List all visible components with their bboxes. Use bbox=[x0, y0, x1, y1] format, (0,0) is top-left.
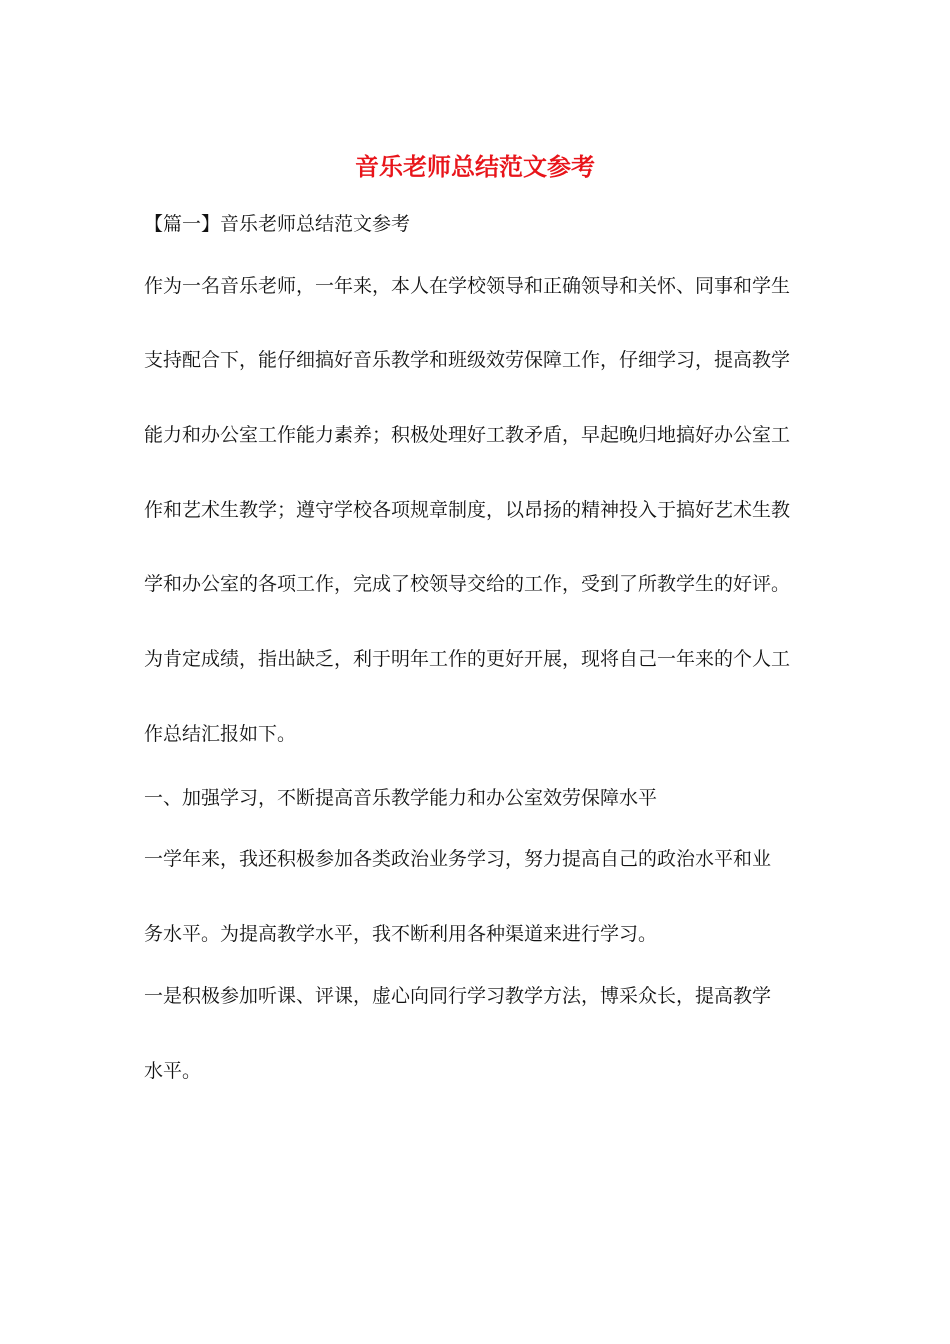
subheading: 一、加强学习，不断提高音乐教学能力和办公室效劳保障水平 bbox=[144, 787, 658, 809]
body-line: 作为一名音乐老师，一年来，本人在学校领导和正确领导和关怀、同事和学生 bbox=[144, 275, 791, 297]
body-line: 作总结汇报如下。 bbox=[144, 723, 297, 745]
body-line: 支持配合下，能仔细搞好音乐教学和班级效劳保障工作，仔细学习，提高教学 bbox=[144, 349, 791, 371]
body-line: 一学年来，我还积极参加各类政治业务学习，努力提高自己的政治水平和业 bbox=[144, 848, 772, 870]
body-line: 水平。 bbox=[144, 1060, 202, 1082]
body-line: 为肯定成绩，指出缺乏，利于明年工作的更好开展，现将自己一年来的个人工 bbox=[144, 648, 791, 670]
body-line: 作和艺术生教学；遵守学校各项规章制度，以昂扬的精神投入于搞好艺术生教 bbox=[144, 499, 791, 521]
body-line: 一是积极参加听课、评课，虚心向同行学习教学方法，博采众长，提高教学 bbox=[144, 985, 772, 1007]
body-line: 学和办公室的各项工作，完成了校领导交给的工作，受到了所教学生的好评。 bbox=[144, 573, 791, 595]
body-line: 能力和办公室工作能力素养；积极处理好工教矛盾，早起晚归地搞好办公室工 bbox=[144, 424, 791, 446]
body-line: 务水平。为提高教学水平，我不断利用各种渠道来进行学习。 bbox=[144, 923, 658, 945]
document-title: 音乐老师总结范文参考 bbox=[355, 152, 595, 181]
section-heading: 【篇一】音乐老师总结范文参考 bbox=[144, 213, 411, 235]
